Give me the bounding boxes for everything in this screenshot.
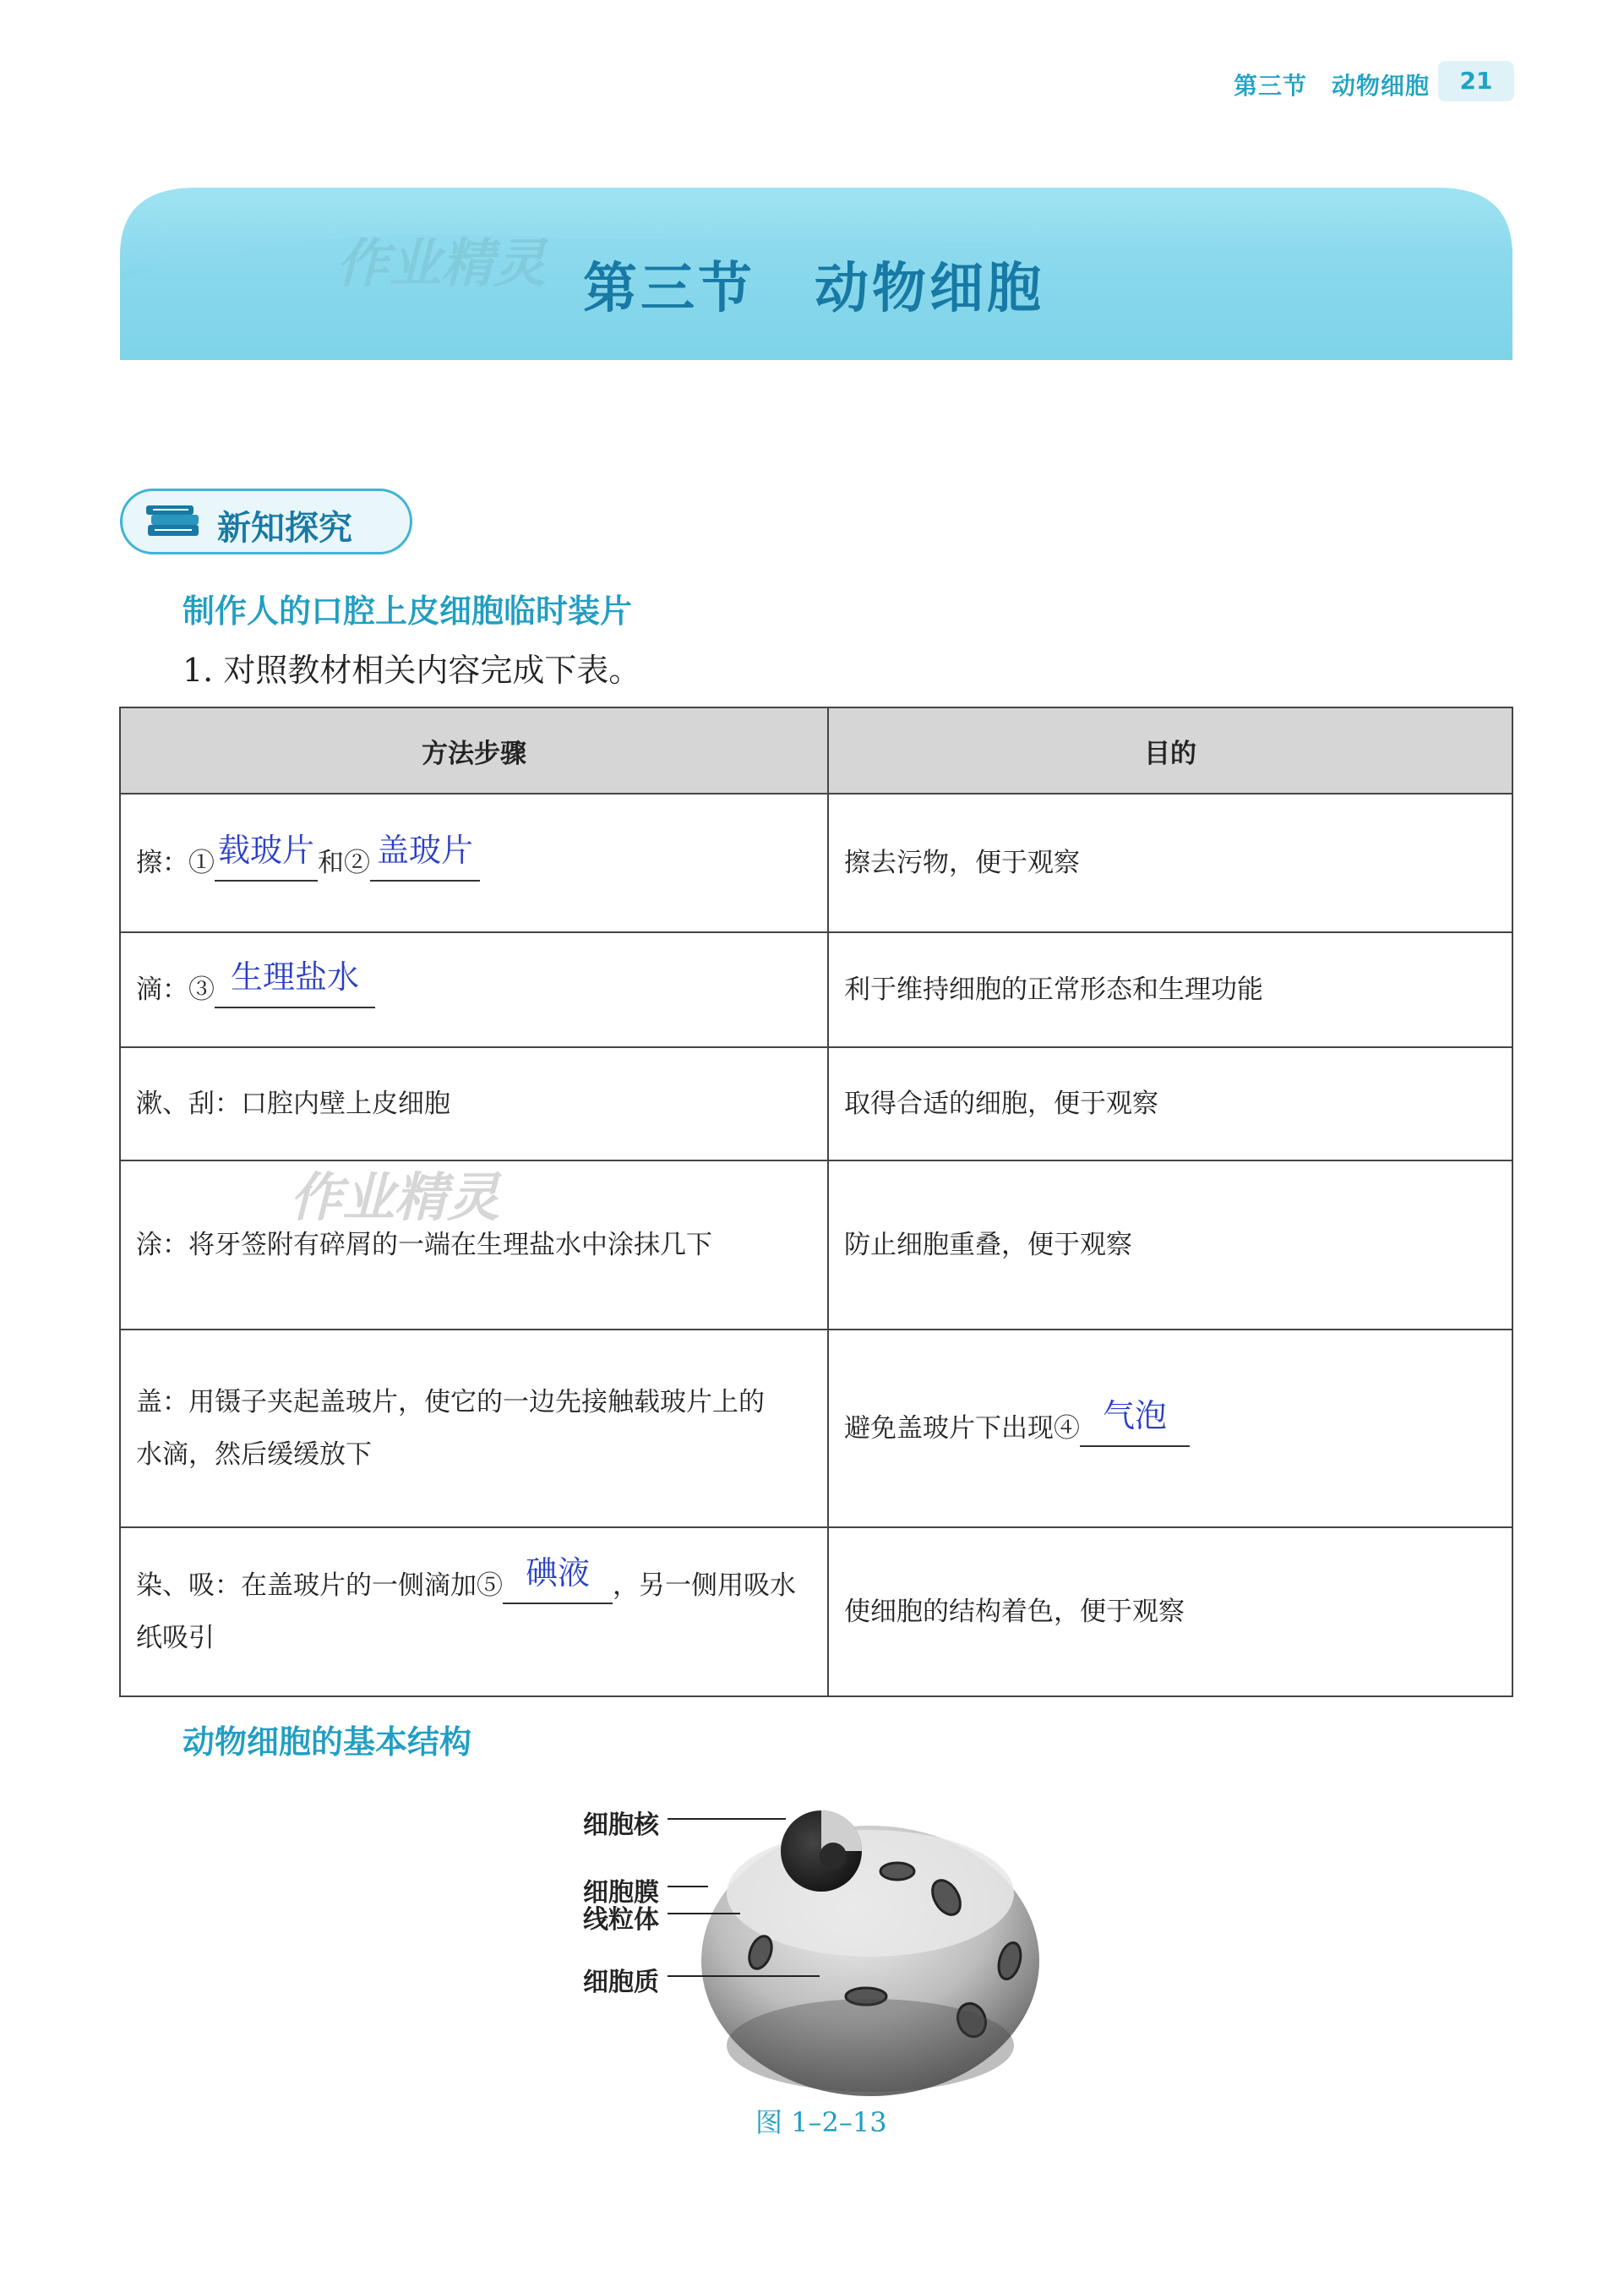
label-cytoplasm: 细胞质 xyxy=(583,1968,659,1997)
table-row xyxy=(120,1527,1512,1696)
step-cell xyxy=(120,794,828,932)
topic-heading-2: 动物细胞的基本结构 xyxy=(183,1723,472,1761)
step-text: 滴：③ xyxy=(136,975,215,1005)
page-number: 21 xyxy=(1438,61,1514,101)
step-cell xyxy=(120,1527,828,1696)
step-text-line-1: 盖：用镊子夹起盖玻片，使它的一边先接触载玻片上的 xyxy=(136,1387,765,1417)
step-text: 涂：将牙签附有碎屑的一端在生理盐水中涂抹几下 xyxy=(136,1230,712,1260)
section-pill-label: 新知探究 xyxy=(217,509,352,548)
handwritten-answer: 盖玻片 xyxy=(376,832,473,869)
topic-heading-1: 制作人的口腔上皮细胞临时装片 xyxy=(183,592,633,630)
step-text: ，另一侧用吸水 xyxy=(613,1570,796,1601)
step-cell xyxy=(120,1160,828,1330)
step-text: 擦：① xyxy=(136,848,215,878)
label-nucleus: 细胞核 xyxy=(583,1810,659,1840)
handwritten-answer: 载玻片 xyxy=(217,832,314,869)
label-mitochondria: 线粒体 xyxy=(583,1905,659,1935)
column-header-steps: 方法步骤 xyxy=(120,707,828,794)
step-text-line-2: 水滴，然后缓缓放下 xyxy=(136,1439,372,1470)
purpose-text: 避免盖玻片下出现④ xyxy=(844,1413,1080,1444)
books-icon xyxy=(143,503,204,540)
answer-blank-1 xyxy=(215,832,318,882)
purpose-cell: 利于维持细胞的正常形态和生理功能 xyxy=(828,932,1512,1047)
answer-blank-3 xyxy=(215,958,375,1008)
watermark: 作业精灵 xyxy=(336,232,547,294)
handwritten-answer: 碘液 xyxy=(525,1554,590,1592)
title-part-2: 动物细胞 xyxy=(815,257,1044,320)
table-header-row xyxy=(120,707,1512,794)
step-text: 和② xyxy=(318,848,370,878)
handwritten-answer: 生理盐水 xyxy=(230,958,359,996)
figure-caption: 图 1–2–13 xyxy=(755,2106,887,2138)
steps-table xyxy=(119,707,1513,1697)
running-header: 第三节 动物细胞 xyxy=(1233,72,1430,100)
step-text: 染、吸：在盖玻片的一侧滴加⑤ xyxy=(136,1570,503,1601)
handwritten-answer: 气泡 xyxy=(1102,1397,1167,1434)
question-1: 1. 对照教材相关内容完成下表。 xyxy=(183,652,641,689)
purpose-cell: 取得合适的细胞，便于观察 xyxy=(828,1047,1512,1160)
title-part-1: 第三节 xyxy=(583,257,755,320)
table-row xyxy=(120,1330,1512,1527)
table-row xyxy=(120,1047,1512,1160)
label-cell-membrane: 细胞膜 xyxy=(583,1878,659,1908)
column-header-purpose: 目的 xyxy=(828,707,1512,794)
page-title xyxy=(583,245,1044,323)
purpose-cell: 擦去污物，便于观察 xyxy=(828,794,1512,932)
answer-blank-2 xyxy=(370,832,480,882)
step-cell: 漱、刮：口腔内壁上皮细胞 xyxy=(120,1047,828,1160)
answer-blank-4 xyxy=(1080,1397,1190,1447)
table-row xyxy=(120,1160,1512,1330)
step-cell xyxy=(120,1330,828,1527)
section-pill xyxy=(120,489,412,554)
watermark: 作业精灵 xyxy=(290,1166,500,1228)
step-text-line-2: 纸吸引 xyxy=(136,1623,215,1653)
step-cell xyxy=(120,932,828,1047)
purpose-cell: 使细胞的结构着色，便于观察 xyxy=(828,1527,1512,1696)
answer-blank-5 xyxy=(503,1554,613,1604)
table-row xyxy=(120,932,1512,1047)
purpose-cell: 防止细胞重叠，便于观察 xyxy=(828,1160,1512,1330)
purpose-cell xyxy=(828,1330,1512,1527)
table-row xyxy=(120,794,1512,932)
